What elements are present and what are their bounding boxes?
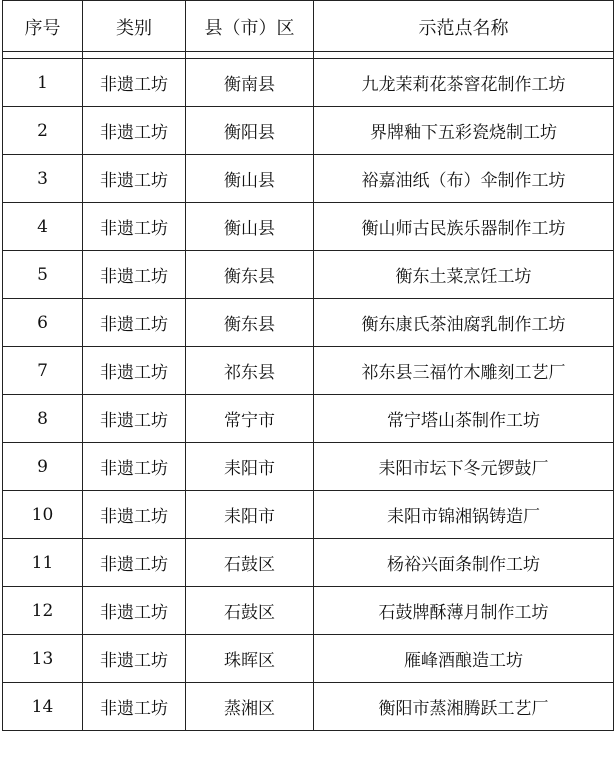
cell-no: 12 [3, 587, 83, 635]
table-row [3, 203, 614, 251]
table-row [3, 395, 614, 443]
cell-category: 非遗工坊 [83, 347, 186, 395]
table-row [3, 155, 614, 203]
cell-no: 14 [3, 683, 83, 731]
header-district: 县（市）区 [186, 1, 314, 52]
table-row [3, 635, 614, 683]
table-row [3, 683, 614, 731]
table-row [3, 587, 614, 635]
cell-district: 珠晖区 [186, 635, 314, 683]
cell-no: 4 [3, 203, 83, 251]
cell-district: 石鼓区 [186, 587, 314, 635]
cell-district: 衡阳县 [186, 107, 314, 155]
cell-no: 10 [3, 491, 83, 539]
cell-site-name: 祁东县三福竹木雕刻工艺厂 [314, 347, 614, 395]
table-body [3, 52, 614, 731]
cell-no: 3 [3, 155, 83, 203]
cell-site-name: 耒阳市锦湘锅铸造厂 [314, 491, 614, 539]
cell-district: 耒阳市 [186, 491, 314, 539]
cell-no: 1 [3, 59, 83, 107]
cell-district: 祁东县 [186, 347, 314, 395]
cell-site-name: 裕嘉油纸（布）伞制作工坊 [314, 155, 614, 203]
cell-site-name: 石鼓牌酥薄月制作工坊 [314, 587, 614, 635]
cell-category: 非遗工坊 [83, 107, 186, 155]
cell-no: 5 [3, 251, 83, 299]
cell-site-name: 衡山师古民族乐器制作工坊 [314, 203, 614, 251]
table-row [3, 251, 614, 299]
cell-district: 衡东县 [186, 251, 314, 299]
table-row [3, 59, 614, 107]
cell-site-name: 衡阳市蒸湘腾跃工艺厂 [314, 683, 614, 731]
table-row [3, 491, 614, 539]
table-row [3, 347, 614, 395]
cell-no: 11 [3, 539, 83, 587]
cell-category: 非遗工坊 [83, 635, 186, 683]
cell-site-name: 九龙茉莉花茶窨花制作工坊 [314, 59, 614, 107]
table-row [3, 107, 614, 155]
cell-district: 衡东县 [186, 299, 314, 347]
cell-district: 耒阳市 [186, 443, 314, 491]
cell-district: 石鼓区 [186, 539, 314, 587]
cell-district: 衡南县 [186, 59, 314, 107]
cell-category: 非遗工坊 [83, 539, 186, 587]
cell-site-name: 杨裕兴面条制作工坊 [314, 539, 614, 587]
cell-site-name: 衡东康氏茶油腐乳制作工坊 [314, 299, 614, 347]
cell-category: 非遗工坊 [83, 443, 186, 491]
demo-sites-table [2, 0, 614, 731]
cell-no: 13 [3, 635, 83, 683]
header-site-name: 示范点名称 [314, 1, 614, 52]
cell-category: 非遗工坊 [83, 395, 186, 443]
cell-district: 衡山县 [186, 155, 314, 203]
cell-district: 蒸湘区 [186, 683, 314, 731]
header-no: 序号 [3, 1, 83, 52]
cell-site-name: 常宁塔山茶制作工坊 [314, 395, 614, 443]
cell-no: 2 [3, 107, 83, 155]
cell-category: 非遗工坊 [83, 491, 186, 539]
cell-no: 7 [3, 347, 83, 395]
cell-category: 非遗工坊 [83, 203, 186, 251]
cell-site-name: 耒阳市坛下冬元锣鼓厂 [314, 443, 614, 491]
cell-category: 非遗工坊 [83, 587, 186, 635]
cell-no: 6 [3, 299, 83, 347]
cell-site-name: 界牌釉下五彩瓷烧制工坊 [314, 107, 614, 155]
cell-category: 非遗工坊 [83, 251, 186, 299]
cell-no: 9 [3, 443, 83, 491]
table-row [3, 299, 614, 347]
cell-category: 非遗工坊 [83, 155, 186, 203]
table-row [3, 539, 614, 587]
header-category: 类别 [83, 1, 186, 52]
header-gap [3, 52, 614, 59]
cell-category: 非遗工坊 [83, 683, 186, 731]
cell-district: 常宁市 [186, 395, 314, 443]
table-row [3, 443, 614, 491]
table-header-row [3, 1, 614, 52]
cell-site-name: 雁峰酒酿造工坊 [314, 635, 614, 683]
cell-district: 衡山县 [186, 203, 314, 251]
cell-category: 非遗工坊 [83, 299, 186, 347]
cell-site-name: 衡东土菜烹饪工坊 [314, 251, 614, 299]
cell-category: 非遗工坊 [83, 59, 186, 107]
cell-no: 8 [3, 395, 83, 443]
